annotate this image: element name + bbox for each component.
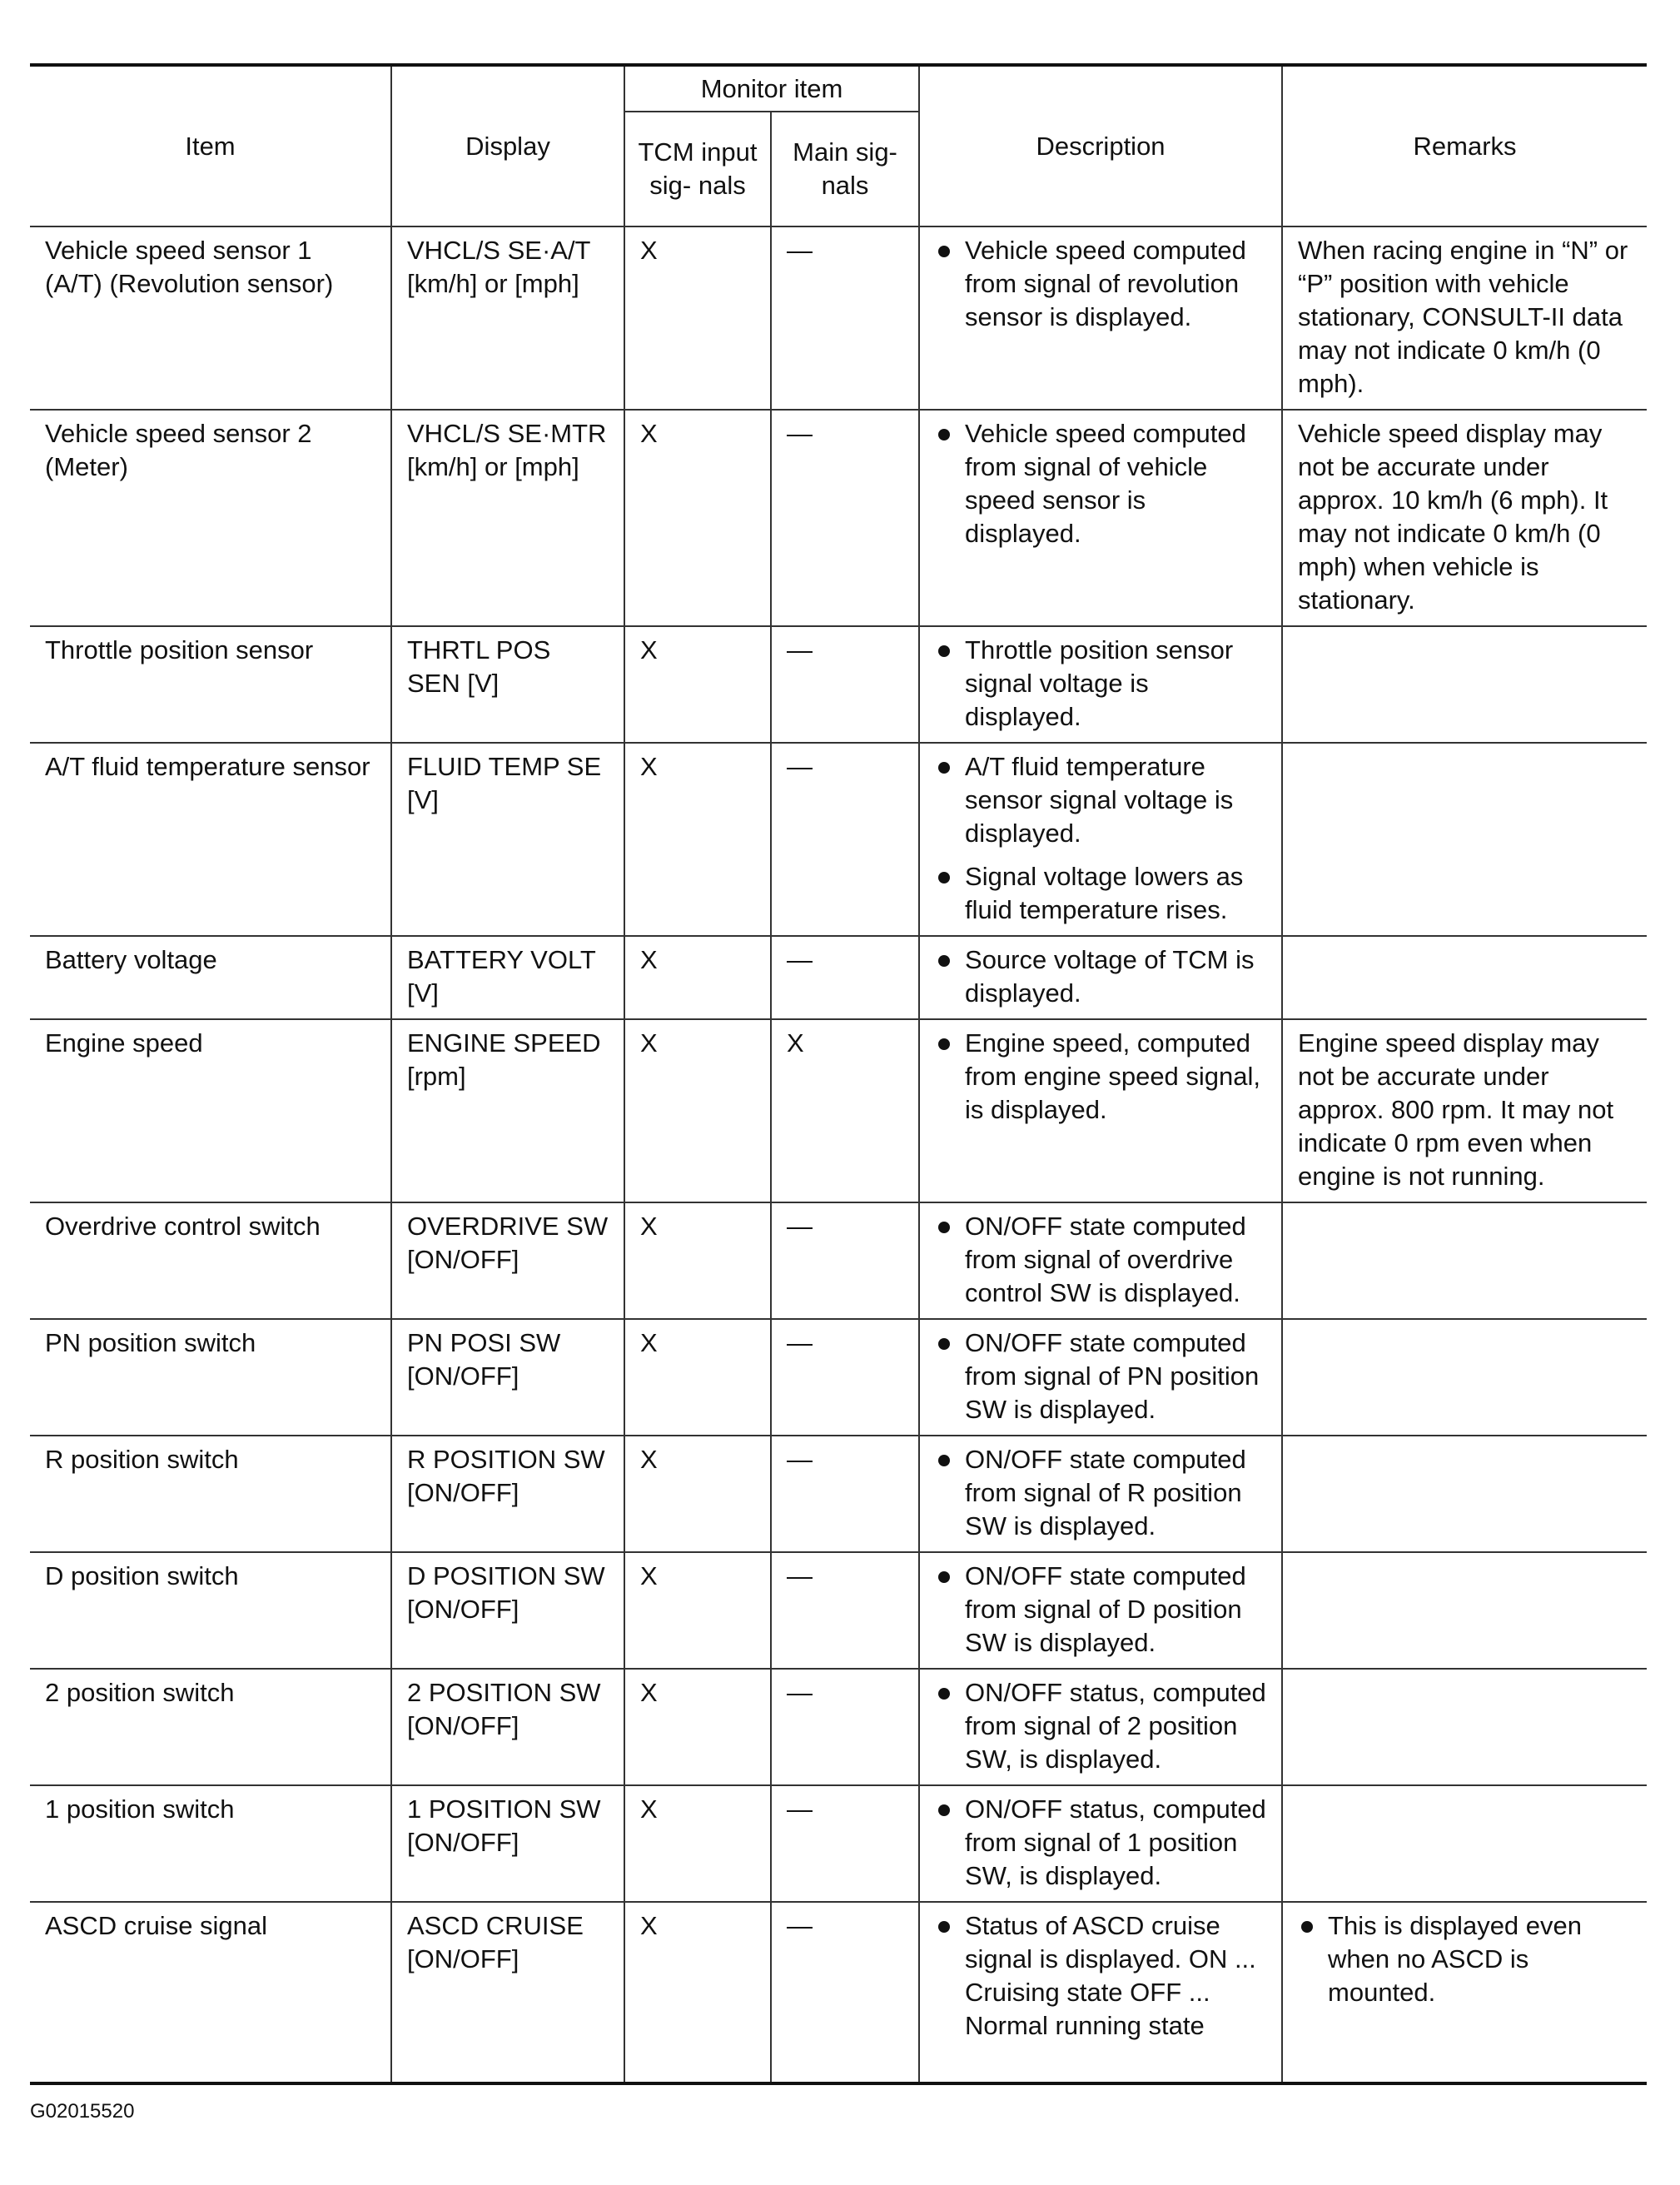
remarks-cell — [1282, 1785, 1647, 1902]
display-cell: VHCL/S SE·MTR [km/h] or [mph] — [391, 410, 624, 626]
item-cell: Vehicle speed sensor 2 (Meter) — [30, 410, 391, 626]
description-bullet: ON/OFF status, computed from signal of 2 position SW, is displayed. — [935, 1676, 1266, 1776]
item-cell: Vehicle speed sensor 1 (A/T) (Revolution sensor) — [30, 226, 391, 410]
remarks-cell — [1282, 1202, 1647, 1319]
description-bullets — [935, 1560, 1266, 1660]
item-cell: D position switch — [30, 1552, 391, 1669]
header-tcm-input-signals: TCM input sig- nals — [624, 112, 771, 226]
monitor-item-table — [30, 63, 1647, 2085]
display-cell: R POSITION SW [ON/OFF] — [391, 1436, 624, 1552]
tcm-input-mark: X — [624, 743, 771, 936]
table-row — [30, 1019, 1647, 1202]
description-bullets — [935, 1326, 1266, 1426]
item-cell: 2 position switch — [30, 1669, 391, 1785]
description-cell — [919, 1902, 1282, 2083]
display-cell: BATTERY VOLT [V] — [391, 936, 624, 1019]
remarks-cell — [1282, 743, 1647, 936]
remarks-cell — [1282, 1552, 1647, 1669]
remarks-cell — [1282, 1319, 1647, 1436]
description-bullets — [935, 750, 1266, 927]
description-bullets — [935, 1443, 1266, 1543]
description-cell — [919, 1669, 1282, 1785]
description-bullets — [935, 234, 1266, 334]
description-bullets — [935, 1027, 1266, 1127]
item-cell: A/T fluid temperature sensor — [30, 743, 391, 936]
main-signal-mark: — — [771, 626, 919, 743]
header-display: Display — [391, 65, 624, 226]
main-signal-mark: — — [771, 743, 919, 936]
table-body — [30, 226, 1647, 2083]
display-cell: ASCD CRUISE [ON/OFF] — [391, 1902, 624, 2083]
description-bullet: ON/OFF state computed from signal of R position SW is displayed. — [935, 1443, 1266, 1543]
display-cell: PN POSI SW [ON/OFF] — [391, 1319, 624, 1436]
display-cell: FLUID TEMP SE [V] — [391, 743, 624, 936]
table-row — [30, 226, 1647, 410]
item-cell: Overdrive control switch — [30, 1202, 391, 1319]
tcm-input-mark: X — [624, 410, 771, 626]
remarks-bullet: This is displayed even when no ASCD is mounted. — [1298, 1909, 1632, 2009]
remarks-cell — [1282, 1669, 1647, 1785]
description-bullets — [935, 1676, 1266, 1776]
item-cell: 1 position switch — [30, 1785, 391, 1902]
main-signal-mark: — — [771, 1436, 919, 1552]
description-bullet: A/T fluid temperature sensor signal voltage is displayed. — [935, 750, 1266, 850]
main-signal-mark: — — [771, 226, 919, 410]
description-bullets — [935, 1793, 1266, 1893]
table-row — [30, 410, 1647, 626]
header-item: Item — [30, 65, 391, 226]
description-cell — [919, 1785, 1282, 1902]
description-cell — [919, 936, 1282, 1019]
main-signal-mark: — — [771, 1902, 919, 2083]
main-signal-mark: — — [771, 1202, 919, 1319]
description-cell — [919, 1436, 1282, 1552]
table-row — [30, 1669, 1647, 1785]
remarks-cell — [1282, 936, 1647, 1019]
remarks-cell: When racing engine in “N” or “P” position with vehicle stationary, CONSULT-II data may not indicate 0 km/h (0 mph). — [1282, 226, 1647, 410]
remarks-bullets — [1298, 1909, 1632, 2009]
table-row — [30, 1552, 1647, 1669]
description-bullets — [935, 417, 1266, 550]
description-bullet: ON/OFF status, computed from signal of 1 position SW, is displayed. — [935, 1793, 1266, 1893]
description-bullet: Throttle position sensor signal voltage is displayed. — [935, 634, 1266, 734]
tcm-input-mark: X — [624, 1785, 771, 1902]
main-signal-mark: X — [771, 1019, 919, 1202]
header-remarks: Remarks — [1282, 65, 1647, 226]
description-bullets — [935, 634, 1266, 734]
description-cell — [919, 626, 1282, 743]
description-cell — [919, 743, 1282, 936]
description-bullet: ON/OFF state computed from signal of D position SW is displayed. — [935, 1560, 1266, 1660]
main-signal-mark: — — [771, 1552, 919, 1669]
main-signal-mark: — — [771, 410, 919, 626]
tcm-input-mark: X — [624, 626, 771, 743]
main-signal-mark: — — [771, 1669, 919, 1785]
display-cell: D POSITION SW [ON/OFF] — [391, 1552, 624, 1669]
display-cell: 1 POSITION SW [ON/OFF] — [391, 1785, 624, 1902]
table-row — [30, 1436, 1647, 1552]
item-cell: R position switch — [30, 1436, 391, 1552]
table-row — [30, 1785, 1647, 1902]
display-cell: THRTL POS SEN [V] — [391, 626, 624, 743]
description-cell — [919, 1319, 1282, 1436]
remarks-cell — [1282, 1902, 1647, 2083]
description-bullets — [935, 1909, 1266, 2043]
main-signal-mark: — — [771, 936, 919, 1019]
tcm-input-mark: X — [624, 226, 771, 410]
header-description: Description — [919, 65, 1282, 226]
remarks-cell: Engine speed display may not be accurate under approx. 800 rpm. It may not indicate 0 rpm even when engine is not running. — [1282, 1019, 1647, 1202]
description-bullet: Status of ASCD cruise signal is displayed. ON ... Cruising state OFF ... Normal running state — [935, 1909, 1266, 2043]
display-cell: VHCL/S SE·A/T [km/h] or [mph] — [391, 226, 624, 410]
description-bullet: Engine speed, computed from engine speed signal, is displayed. — [935, 1027, 1266, 1127]
remarks-cell — [1282, 1436, 1647, 1552]
tcm-input-mark: X — [624, 1552, 771, 1669]
document-id: G02015520 — [30, 2100, 135, 2123]
description-bullet: Source voltage of TCM is displayed. — [935, 943, 1266, 1010]
display-cell: 2 POSITION SW [ON/OFF] — [391, 1669, 624, 1785]
table-row — [30, 936, 1647, 1019]
table-row — [30, 743, 1647, 936]
tcm-input-mark: X — [624, 1202, 771, 1319]
description-bullet: ON/OFF state computed from signal of PN position SW is displayed. — [935, 1326, 1266, 1426]
tcm-input-mark: X — [624, 1319, 771, 1436]
tcm-input-mark: X — [624, 936, 771, 1019]
description-cell — [919, 410, 1282, 626]
tcm-input-mark: X — [624, 1669, 771, 1785]
description-bullet: ON/OFF state computed from signal of overdrive control SW is displayed. — [935, 1210, 1266, 1310]
remarks-cell: Vehicle speed display may not be accurate under approx. 10 km/h (6 mph). It may not indicate 0 km/h (0 mph) when vehicle is stationary. — [1282, 410, 1647, 626]
description-bullets — [935, 943, 1266, 1010]
description-bullet: Signal voltage lowers as fluid temperature rises. — [935, 860, 1266, 927]
header-main-signals: Main sig- nals — [771, 112, 919, 226]
item-cell: Throttle position sensor — [30, 626, 391, 743]
main-signal-mark: — — [771, 1785, 919, 1902]
table-row — [30, 1902, 1647, 2083]
description-cell — [919, 1202, 1282, 1319]
display-cell: OVERDRIVE SW [ON/OFF] — [391, 1202, 624, 1319]
tcm-input-mark: X — [624, 1019, 771, 1202]
table-row — [30, 1202, 1647, 1319]
description-cell — [919, 1019, 1282, 1202]
item-cell: Engine speed — [30, 1019, 391, 1202]
header-monitor-item: Monitor item — [624, 65, 919, 112]
item-cell: PN position switch — [30, 1319, 391, 1436]
description-bullet: Vehicle speed computed from signal of revolution sensor is displayed. — [935, 234, 1266, 334]
description-bullet: Vehicle speed computed from signal of vehicle speed sensor is displayed. — [935, 417, 1266, 550]
description-bullets — [935, 1210, 1266, 1310]
table-row — [30, 1319, 1647, 1436]
remarks-cell — [1282, 626, 1647, 743]
description-cell — [919, 1552, 1282, 1669]
description-cell — [919, 226, 1282, 410]
tcm-input-mark: X — [624, 1902, 771, 2083]
display-cell: ENGINE SPEED [rpm] — [391, 1019, 624, 1202]
item-cell: Battery voltage — [30, 936, 391, 1019]
tcm-input-mark: X — [624, 1436, 771, 1552]
item-cell: ASCD cruise signal — [30, 1902, 391, 2083]
table-row — [30, 626, 1647, 743]
main-signal-mark: — — [771, 1319, 919, 1436]
